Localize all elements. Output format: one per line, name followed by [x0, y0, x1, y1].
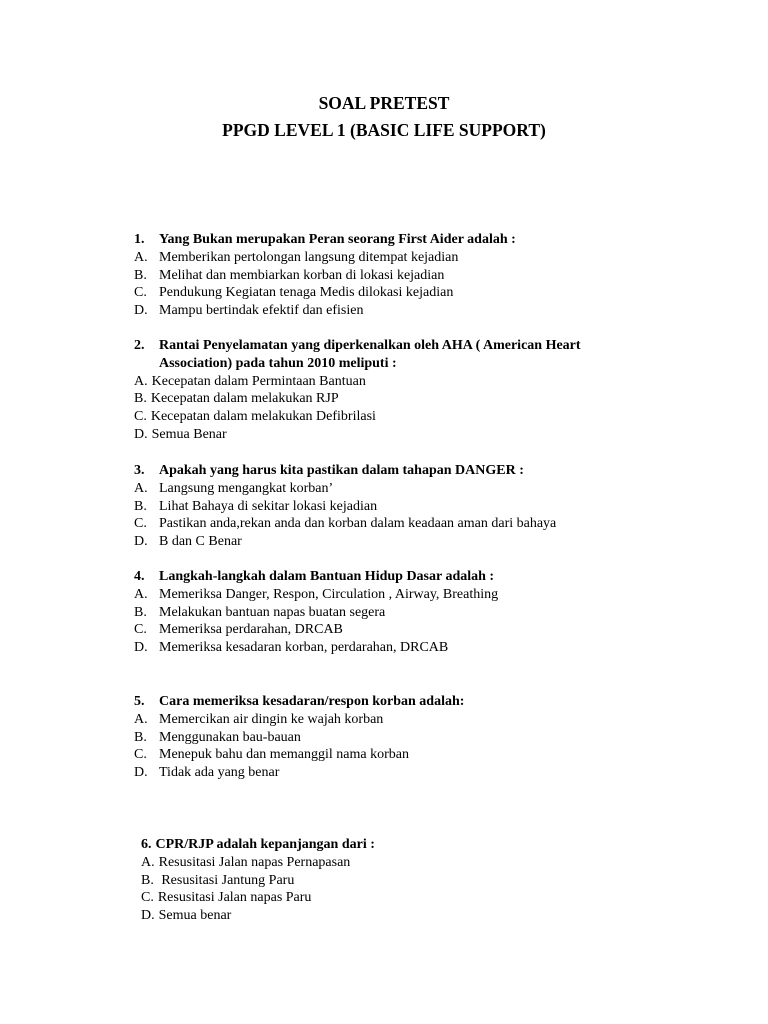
question-number: 3.	[134, 463, 145, 478]
option-d	[134, 302, 516, 320]
document-title	[0, 90, 768, 144]
option-text: Pendukung Kegiatan tenaga Medis dilokasi kejadian	[159, 285, 454, 301]
option-text: Resusitasi Jalan napas Paru	[157, 890, 312, 906]
option-d	[134, 764, 464, 782]
option-b	[134, 267, 516, 285]
option-text: Melakukan bantuan napas buatan segera	[159, 604, 386, 620]
option-letter: A.	[141, 854, 155, 870]
question-number: 6.	[141, 837, 152, 852]
question-heading	[134, 462, 556, 480]
option-a	[134, 711, 464, 729]
option-b	[141, 872, 375, 890]
option-d	[134, 533, 556, 551]
option-letter: D.	[134, 765, 148, 781]
option-c	[134, 746, 464, 764]
option-a	[141, 854, 375, 872]
option-text: Kecepatan dalam melakukan Defibrilasi	[150, 409, 376, 425]
option-letter: A.	[134, 480, 148, 496]
option-letter: B.	[141, 872, 154, 888]
option-text: Mampu bertindak efektif dan efisien	[159, 303, 364, 319]
option-c	[134, 621, 498, 639]
question-number: 5.	[134, 694, 145, 709]
question-text: Apakah yang harus kita pastikan dalam tahapan DANGER :	[159, 463, 524, 478]
option-letter: D.	[134, 303, 148, 319]
option-a	[134, 480, 556, 498]
title-line-2: PPGD LEVEL 1 (BASIC LIFE SUPPORT)	[222, 120, 546, 140]
option-c	[134, 284, 516, 302]
option-a	[134, 586, 498, 604]
option-c	[134, 515, 556, 533]
question-5	[134, 693, 464, 782]
option-b	[134, 604, 498, 622]
option-b	[134, 729, 464, 747]
option-text: Memercikan air dingin ke wajah korban	[159, 711, 384, 727]
question-2	[134, 337, 581, 444]
option-letter: B.	[134, 604, 147, 620]
question-text: CPR/RJP adalah kepanjangan dari :	[155, 837, 375, 852]
option-text: Menggunakan bau-bauan	[159, 729, 301, 745]
option-letter: C.	[141, 890, 154, 906]
question-text: Langkah-langkah dalam Bantuan Hidup Dasar adalah :	[159, 569, 495, 584]
option-letter: C.	[134, 622, 147, 638]
question-text-continued: Association) pada tahun 2010 meliputi :	[159, 355, 397, 371]
option-text: Kecepatan dalam melakukan RJP	[150, 391, 339, 407]
option-letter: B.	[134, 498, 147, 514]
option-letter: D.	[134, 640, 148, 656]
question-text: Rantai Penyelamatan yang diperkenalkan oleh AHA ( American Heart	[159, 338, 581, 353]
option-text: Menepuk bahu dan memanggil nama korban	[159, 747, 409, 763]
option-letter: B.	[134, 391, 147, 407]
option-letter: D.	[134, 534, 148, 550]
option-text: B dan C Benar	[159, 534, 242, 550]
question-heading	[134, 568, 498, 586]
option-letter: B.	[134, 729, 147, 745]
question-6	[141, 836, 375, 925]
option-letter: C.	[134, 516, 147, 532]
question-number: 2.	[134, 338, 145, 353]
option-letter: B.	[134, 267, 147, 283]
option-b	[134, 498, 556, 516]
question-number: 1.	[134, 232, 145, 247]
option-text: Memeriksa kesadaran korban, perdarahan, DRCAB	[159, 640, 449, 656]
option-letter: A.	[134, 711, 148, 727]
question-text: Yang Bukan merupakan Peran seorang First Aider adalah :	[159, 232, 516, 247]
question-1	[134, 231, 516, 320]
option-text: Memberikan pertolongan langsung ditempat kejadian	[159, 249, 459, 265]
option-a	[134, 249, 516, 267]
option-letter: D.	[134, 426, 148, 442]
option-c	[134, 408, 581, 426]
option-text: Lihat Bahaya di sekitar lokasi kejadian	[159, 498, 378, 514]
option-b	[134, 390, 581, 408]
option-text: Pastikan anda,rekan anda dan korban dalam keadaan aman dari bahaya	[159, 516, 557, 532]
question-text: Cara memeriksa kesadaran/respon korban adalah:	[159, 694, 465, 709]
option-d	[141, 907, 375, 925]
title-line-1: SOAL PRETEST	[318, 93, 450, 113]
option-text: Tidak ada yang benar	[159, 765, 280, 781]
option-letter: A.	[134, 373, 148, 389]
question-4	[134, 568, 498, 657]
option-text: Kecepatan dalam Permintaan Bantuan	[151, 373, 366, 389]
question-heading	[134, 693, 464, 711]
option-text: Semua Benar	[151, 426, 227, 442]
question-number: 4.	[134, 569, 145, 584]
question-3	[134, 462, 556, 551]
question-heading	[141, 836, 375, 854]
option-letter: C.	[134, 409, 147, 425]
option-letter: A.	[134, 586, 148, 602]
option-d	[134, 639, 498, 657]
option-text: Melihat dan membiarkan korban di lokasi kejadian	[159, 267, 445, 283]
option-letter: A.	[134, 249, 148, 265]
option-text: Memeriksa Danger, Respon, Circulation , Airway, Breathing	[159, 586, 499, 602]
option-letter: C.	[134, 285, 147, 301]
option-letter: D.	[141, 908, 155, 924]
option-c	[141, 889, 375, 907]
option-text: Langsung mengangkat korban’	[159, 480, 334, 496]
option-a	[134, 373, 581, 391]
option-text: Semua benar	[158, 908, 232, 924]
option-letter: C.	[134, 747, 147, 763]
option-text: Resusitasi Jalan napas Pernapasan	[158, 854, 351, 870]
option-d	[134, 426, 581, 444]
question-heading	[134, 231, 516, 249]
option-text: Resusitasi Jantung Paru	[157, 872, 295, 888]
option-text: Memeriksa perdarahan, DRCAB	[159, 622, 343, 638]
question-heading	[134, 337, 581, 373]
